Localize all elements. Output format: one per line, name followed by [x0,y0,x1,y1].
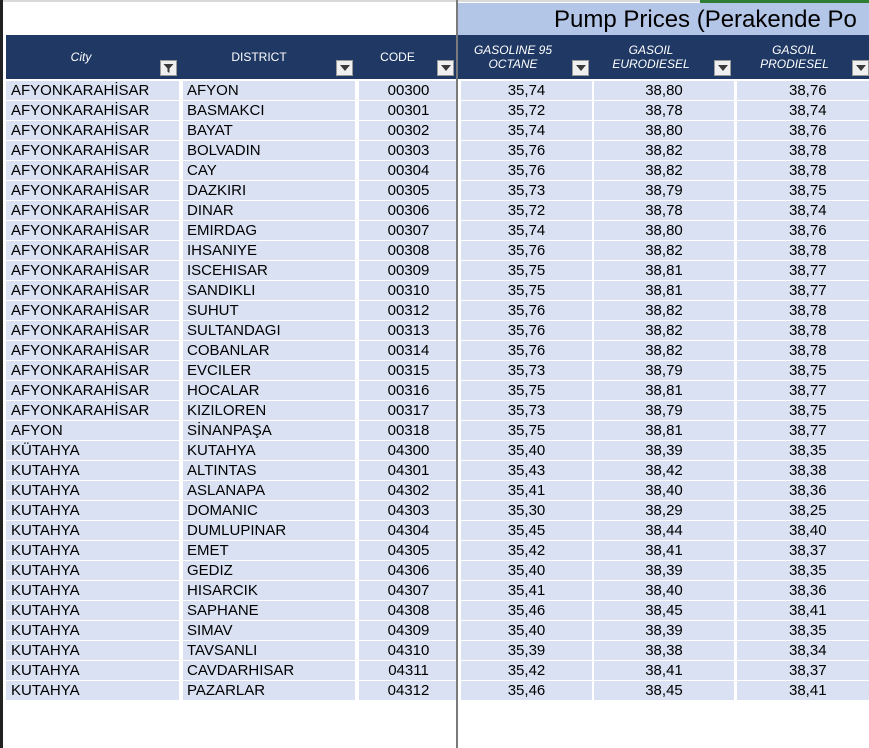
table-row [3,181,869,201]
table-row [3,421,869,441]
table-row [3,161,869,181]
cell-eurodiesel[interactable]: 38,78 [594,201,734,220]
cell-gasoline-95[interactable]: 35,41 [461,481,592,500]
cell-code[interactable]: 04306 [359,561,458,580]
cell-prodiesel[interactable]: 38,78 [737,241,869,260]
cell-city[interactable]: AFYONKARAHİSAR [6,141,179,160]
cell-prodiesel[interactable]: 38,41 [737,681,869,700]
table-row [3,141,869,161]
cell-eurodiesel[interactable]: 38,29 [594,501,734,520]
column-header-label: CODE [380,50,415,64]
cell-code[interactable]: 04309 [359,621,458,640]
cell-eurodiesel[interactable]: 38,82 [594,341,734,360]
cell-code[interactable]: 00310 [359,281,458,300]
cell-district[interactable]: EVCILER [183,361,355,380]
cell-city[interactable]: KUTAHYA [6,641,179,660]
cell-city[interactable]: AFYONKARAHİSAR [6,301,179,320]
cell-city[interactable]: AFYONKARAHİSAR [6,401,179,420]
cell-code[interactable]: 00316 [359,381,458,400]
cell-code[interactable]: 00307 [359,221,458,240]
column-header-label: GASOIL EURODIESEL [612,43,690,71]
cell-gasoline-95[interactable]: 35,73 [461,401,592,420]
column-header-eurodiesel[interactable] [592,35,734,79]
cell-city[interactable]: KUTAHYA [6,661,179,680]
cell-eurodiesel[interactable]: 38,82 [594,141,734,160]
cell-code[interactable]: 00300 [359,81,458,100]
cell-gasoline-95[interactable]: 35,74 [461,221,592,240]
table-row [3,641,869,661]
cell-city[interactable]: KUTAHYA [6,501,179,520]
column-header-label: DISTRICT [231,50,287,64]
cell-eurodiesel[interactable]: 38,80 [594,221,734,240]
cell-district[interactable]: DUMLUPINAR [183,521,355,540]
cell-prodiesel[interactable]: 38,78 [737,161,869,180]
cell-district[interactable]: SAPHANE [183,601,355,620]
cell-district[interactable]: HISARCIK [183,581,355,600]
cell-prodiesel[interactable]: 38,78 [737,341,869,360]
cell-city[interactable]: KUTAHYA [6,481,179,500]
cell-prodiesel[interactable]: 38,35 [737,561,869,580]
cell-eurodiesel[interactable]: 38,82 [594,301,734,320]
cell-district[interactable]: BAYAT [183,121,355,140]
cell-code[interactable]: 04312 [359,681,458,700]
cell-code[interactable]: 00312 [359,301,458,320]
cell-district[interactable]: GEDIZ [183,561,355,580]
cell-prodiesel[interactable]: 38,78 [737,141,869,160]
cell-district[interactable]: SANDIKLI [183,281,355,300]
table-row [3,101,869,121]
table-row [3,501,869,521]
cell-gasoline-95[interactable]: 35,76 [461,241,592,260]
cell-eurodiesel[interactable]: 38,79 [594,361,734,380]
cell-district[interactable]: CAVDARHISAR [183,661,355,680]
cell-eurodiesel[interactable]: 38,78 [594,101,734,120]
cell-district[interactable]: HOCALAR [183,381,355,400]
cell-prodiesel[interactable]: 38,74 [737,201,869,220]
cell-city[interactable]: KUTAHYA [6,521,179,540]
cell-gasoline-95[interactable]: 35,40 [461,441,592,460]
cell-code[interactable]: 00302 [359,121,458,140]
cell-prodiesel[interactable]: 38,35 [737,621,869,640]
cell-prodiesel[interactable]: 38,78 [737,321,869,340]
cell-district[interactable]: KUTAHYA [183,441,355,460]
cell-prodiesel[interactable]: 38,36 [737,481,869,500]
column-header-label: City [70,50,92,64]
cell-city[interactable]: AFYONKARAHİSAR [6,121,179,140]
cell-city[interactable]: AFYONKARAHİSAR [6,381,179,400]
cell-district[interactable]: BASMAKCI [183,101,355,120]
table-row [3,241,869,261]
filter-funnel-icon[interactable] [160,60,177,76]
cell-code[interactable]: 00318 [359,421,458,440]
cell-code[interactable]: 04311 [359,661,458,680]
cell-gasoline-95[interactable]: 35,75 [461,261,592,280]
cell-eurodiesel[interactable]: 38,81 [594,421,734,440]
table-row [3,221,869,241]
column-header-prodiesel[interactable] [734,35,869,79]
cell-gasoline-95[interactable]: 35,72 [461,201,592,220]
cell-code[interactable]: 00301 [359,101,458,120]
cell-city[interactable]: AFYONKARAHİSAR [6,161,179,180]
cell-gasoline-95[interactable]: 35,72 [461,101,592,120]
table-row [3,341,869,361]
cell-district[interactable]: PAZARLAR [183,681,355,700]
cell-district[interactable]: SIMAV [183,621,355,640]
cell-gasoline-95[interactable]: 35,74 [461,121,592,140]
cell-prodiesel[interactable]: 38,77 [737,421,869,440]
cell-city[interactable]: AFYONKARAHİSAR [6,261,179,280]
table-row [3,301,869,321]
cell-eurodiesel[interactable]: 38,82 [594,241,734,260]
table-row [3,681,869,701]
cell-district[interactable]: TAVSANLI [183,641,355,660]
table-row [3,321,869,341]
cell-district[interactable]: SUHUT [183,301,355,320]
cell-district[interactable]: EMIRDAG [183,221,355,240]
column-header-label: GASOLINE 95 OCTANE [473,43,553,71]
cell-eurodiesel[interactable]: 38,41 [594,661,734,680]
cell-code[interactable]: 00303 [359,141,458,160]
dropdown-arrow-icon[interactable] [852,60,869,76]
cell-city[interactable]: KUTAHYA [6,581,179,600]
cell-eurodiesel[interactable]: 38,81 [594,381,734,400]
cell-eurodiesel[interactable]: 38,45 [594,681,734,700]
table-row [3,561,869,581]
table-row [3,541,869,561]
cell-eurodiesel[interactable]: 38,44 [594,521,734,540]
cell-eurodiesel[interactable]: 38,40 [594,581,734,600]
cell-gasoline-95[interactable]: 35,73 [461,181,592,200]
cell-prodiesel[interactable]: 38,37 [737,661,869,680]
cell-code[interactable]: 04305 [359,541,458,560]
table-row [3,581,869,601]
cell-district[interactable]: CAY [183,161,355,180]
table-row [3,661,869,681]
cell-code[interactable]: 00309 [359,261,458,280]
cell-eurodiesel[interactable]: 38,38 [594,641,734,660]
dropdown-arrow-icon[interactable] [336,60,353,76]
cell-prodiesel[interactable]: 38,76 [737,81,869,100]
cell-district[interactable]: KIZILOREN [183,401,355,420]
cell-prodiesel[interactable]: 38,37 [737,541,869,560]
table-header-row [3,35,869,80]
cell-prodiesel[interactable]: 38,78 [737,301,869,320]
cell-prodiesel[interactable]: 38,36 [737,581,869,600]
cell-city[interactable]: KUTAHYA [6,541,179,560]
cell-gasoline-95[interactable]: 35,45 [461,521,592,540]
dropdown-arrow-icon[interactable] [572,60,589,76]
cell-prodiesel[interactable]: 38,76 [737,221,869,240]
cell-city[interactable]: AFYON [6,421,179,440]
cell-code[interactable]: 04301 [359,461,458,480]
column-header-code[interactable] [356,35,457,79]
cell-prodiesel[interactable]: 38,77 [737,261,869,280]
cell-city[interactable]: KÜTAHYA [6,441,179,460]
cell-code[interactable]: 04310 [359,641,458,660]
cell-prodiesel[interactable]: 38,25 [737,501,869,520]
dropdown-arrow-icon[interactable] [437,60,454,76]
cell-prodiesel[interactable]: 38,76 [737,121,869,140]
cell-code[interactable]: 00315 [359,361,458,380]
cell-city[interactable]: AFYONKARAHİSAR [6,221,179,240]
cell-city[interactable]: AFYONKARAHİSAR [6,321,179,340]
cell-gasoline-95[interactable]: 35,75 [461,421,592,440]
cell-city[interactable]: KUTAHYA [6,601,179,620]
table-row [3,601,869,621]
cell-prodiesel[interactable]: 38,35 [737,441,869,460]
cell-eurodiesel[interactable]: 38,79 [594,181,734,200]
cell-district[interactable]: ISCEHISAR [183,261,355,280]
column-header-district[interactable] [180,35,356,79]
table-row [3,361,869,381]
cell-prodiesel[interactable]: 38,75 [737,401,869,420]
cell-prodiesel[interactable]: 38,34 [737,641,869,660]
cell-prodiesel[interactable]: 38,41 [737,601,869,620]
cell-gasoline-95[interactable]: 35,40 [461,621,592,640]
cell-eurodiesel[interactable]: 38,80 [594,81,734,100]
cell-gasoline-95[interactable]: 35,39 [461,641,592,660]
cell-gasoline-95[interactable]: 35,42 [461,661,592,680]
table-row [3,521,869,541]
cell-district[interactable]: EMET [183,541,355,560]
table-row [3,481,869,501]
cell-district[interactable]: DOMANIC [183,501,355,520]
cell-city[interactable]: KUTAHYA [6,461,179,480]
cell-eurodiesel[interactable]: 38,82 [594,161,734,180]
cell-city[interactable]: AFYONKARAHİSAR [6,181,179,200]
cell-eurodiesel[interactable]: 38,39 [594,441,734,460]
cell-eurodiesel[interactable]: 38,41 [594,541,734,560]
cell-city[interactable]: KUTAHYA [6,621,179,640]
cell-code[interactable]: 04300 [359,441,458,460]
table-row [3,261,869,281]
table-row [3,81,869,101]
dropdown-arrow-icon[interactable] [714,60,731,76]
cell-gasoline-95[interactable]: 35,73 [461,361,592,380]
cell-code[interactable]: 04303 [359,501,458,520]
cell-prodiesel[interactable]: 38,40 [737,521,869,540]
cell-district[interactable]: DAZKIRI [183,181,355,200]
cell-code[interactable]: 00308 [359,241,458,260]
cell-gasoline-95[interactable]: 35,76 [461,141,592,160]
cell-eurodiesel[interactable]: 38,40 [594,481,734,500]
cell-prodiesel[interactable]: 38,74 [737,101,869,120]
cell-eurodiesel[interactable]: 38,39 [594,561,734,580]
cell-gasoline-95[interactable]: 35,30 [461,501,592,520]
cell-district[interactable]: COBANLAR [183,341,355,360]
cell-district[interactable]: ASLANAPA [183,481,355,500]
cell-gasoline-95[interactable]: 35,74 [461,81,592,100]
cell-code[interactable]: 00317 [359,401,458,420]
cell-city[interactable]: KUTAHYA [6,681,179,700]
cell-prodiesel[interactable]: 38,38 [737,461,869,480]
pump-prices-banner[interactable]: Pump Prices (Perakende Po [458,3,869,35]
cell-eurodiesel[interactable]: 38,42 [594,461,734,480]
cell-gasoline-95[interactable]: 35,46 [461,681,592,700]
cell-city[interactable]: AFYONKARAHİSAR [6,241,179,260]
cell-prodiesel[interactable]: 38,77 [737,381,869,400]
cell-code[interactable]: 00304 [359,161,458,180]
cell-city[interactable]: AFYONKARAHİSAR [6,201,179,220]
cell-eurodiesel[interactable]: 38,81 [594,261,734,280]
cell-gasoline-95[interactable]: 35,46 [461,601,592,620]
cell-city[interactable]: AFYONKARAHİSAR [6,341,179,360]
cell-gasoline-95[interactable]: 35,41 [461,581,592,600]
cell-gasoline-95[interactable]: 35,75 [461,281,592,300]
cell-city[interactable]: AFYONKARAHİSAR [6,101,179,120]
cell-gasoline-95[interactable]: 35,76 [461,341,592,360]
table-row [3,381,869,401]
cell-gasoline-95[interactable]: 35,76 [461,301,592,320]
cell-eurodiesel[interactable]: 38,45 [594,601,734,620]
cell-eurodiesel[interactable]: 38,81 [594,281,734,300]
cell-code[interactable]: 00313 [359,321,458,340]
column-header-label: GASOIL PRODIESEL [760,43,829,71]
cell-code[interactable]: 04302 [359,481,458,500]
table-body [3,81,869,701]
cell-city[interactable]: AFYONKARAHİSAR [6,361,179,380]
table-row [3,461,869,481]
cell-eurodiesel[interactable]: 38,39 [594,621,734,640]
cell-eurodiesel[interactable]: 38,79 [594,401,734,420]
cell-prodiesel[interactable]: 38,75 [737,361,869,380]
table-row [3,401,869,421]
column-header-gasoline-95[interactable] [458,35,592,79]
table-row [3,121,869,141]
cell-city[interactable]: KUTAHYA [6,561,179,580]
cell-gasoline-95[interactable]: 35,76 [461,161,592,180]
cell-code[interactable]: 00306 [359,201,458,220]
table-row [3,281,869,301]
cell-gasoline-95[interactable]: 35,40 [461,561,592,580]
cell-district[interactable]: SULTANDAGI [183,321,355,340]
cell-code[interactable]: 00314 [359,341,458,360]
cell-eurodiesel[interactable]: 38,80 [594,121,734,140]
table-row [3,441,869,461]
cell-district[interactable]: AFYON [183,81,355,100]
cell-district[interactable]: IHSANIYE [183,241,355,260]
cell-gasoline-95[interactable]: 35,76 [461,321,592,340]
cell-district[interactable]: DINAR [183,201,355,220]
cell-code[interactable]: 04308 [359,601,458,620]
cell-city[interactable]: AFYONKARAHİSAR [6,281,179,300]
cell-eurodiesel[interactable]: 38,82 [594,321,734,340]
cell-city[interactable]: AFYONKARAHİSAR [6,81,179,100]
cell-code[interactable]: 00305 [359,181,458,200]
cell-district[interactable]: ALTINTAS [183,461,355,480]
column-header-city[interactable] [6,35,180,79]
cell-code[interactable]: 04307 [359,581,458,600]
frozen-pane-divider [456,0,458,748]
cell-code[interactable]: 04304 [359,521,458,540]
cell-prodiesel[interactable]: 38,77 [737,281,869,300]
cell-prodiesel[interactable]: 38,75 [737,181,869,200]
table-row [3,201,869,221]
cell-district[interactable]: SİNANPAŞA [183,421,355,440]
cell-gasoline-95[interactable]: 35,43 [461,461,592,480]
table-row [3,621,869,641]
cell-district[interactable]: BOLVADIN [183,141,355,160]
cell-gasoline-95[interactable]: 35,75 [461,381,592,400]
cell-gasoline-95[interactable]: 35,42 [461,541,592,560]
banner-blank-cell[interactable] [3,3,457,35]
